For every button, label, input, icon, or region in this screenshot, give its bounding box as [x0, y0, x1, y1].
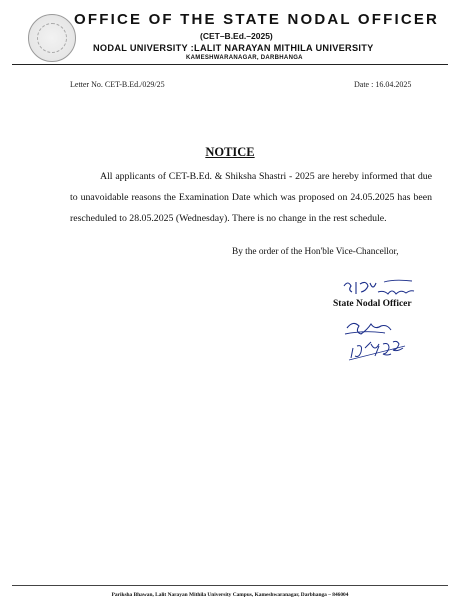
letter-number: Letter No. CET-B.Ed./029/25: [70, 80, 165, 89]
notice-heading: NOTICE: [205, 145, 255, 159]
footer-rule: [12, 585, 448, 586]
university-name: NODAL UNIVERSITY :LALIT NARAYAN MITHILA UNIVERSITY: [93, 43, 374, 53]
handwritten-initials: [340, 278, 420, 300]
office-title: OFFICE OF THE STATE NODAL OFFICER: [74, 11, 440, 28]
university-logo: [28, 14, 76, 62]
signatory-designation: State Nodal Officer: [333, 299, 412, 309]
university-address: KAMESHWARANAGAR, DARBHANGA: [186, 55, 303, 61]
header-rule: [12, 64, 448, 65]
footer-address: Pariksha Bhawan, Lalit Narayan Mithila University Campus, Kameshwaranagar, Darbhanga – 846004: [111, 592, 349, 598]
notice-body: All applicants of CET-B.Ed. & Shiksha Shastri - 2025 are hereby informed that due to unavoidable reasons the Examination Date which was proposed on 24.05.2025 has been rescheduled to 28.05.2025 (Wednesday). There is no change in the rest schedule.: [70, 171, 432, 224]
order-line: By the order of the Hon'ble Vice-Chancellor,: [232, 247, 399, 257]
letter-date: Date : 16.04.2025: [354, 80, 412, 89]
handwritten-signature: [343, 318, 413, 366]
exam-subtitle: (CET–B.Ed.–2025): [200, 31, 273, 41]
